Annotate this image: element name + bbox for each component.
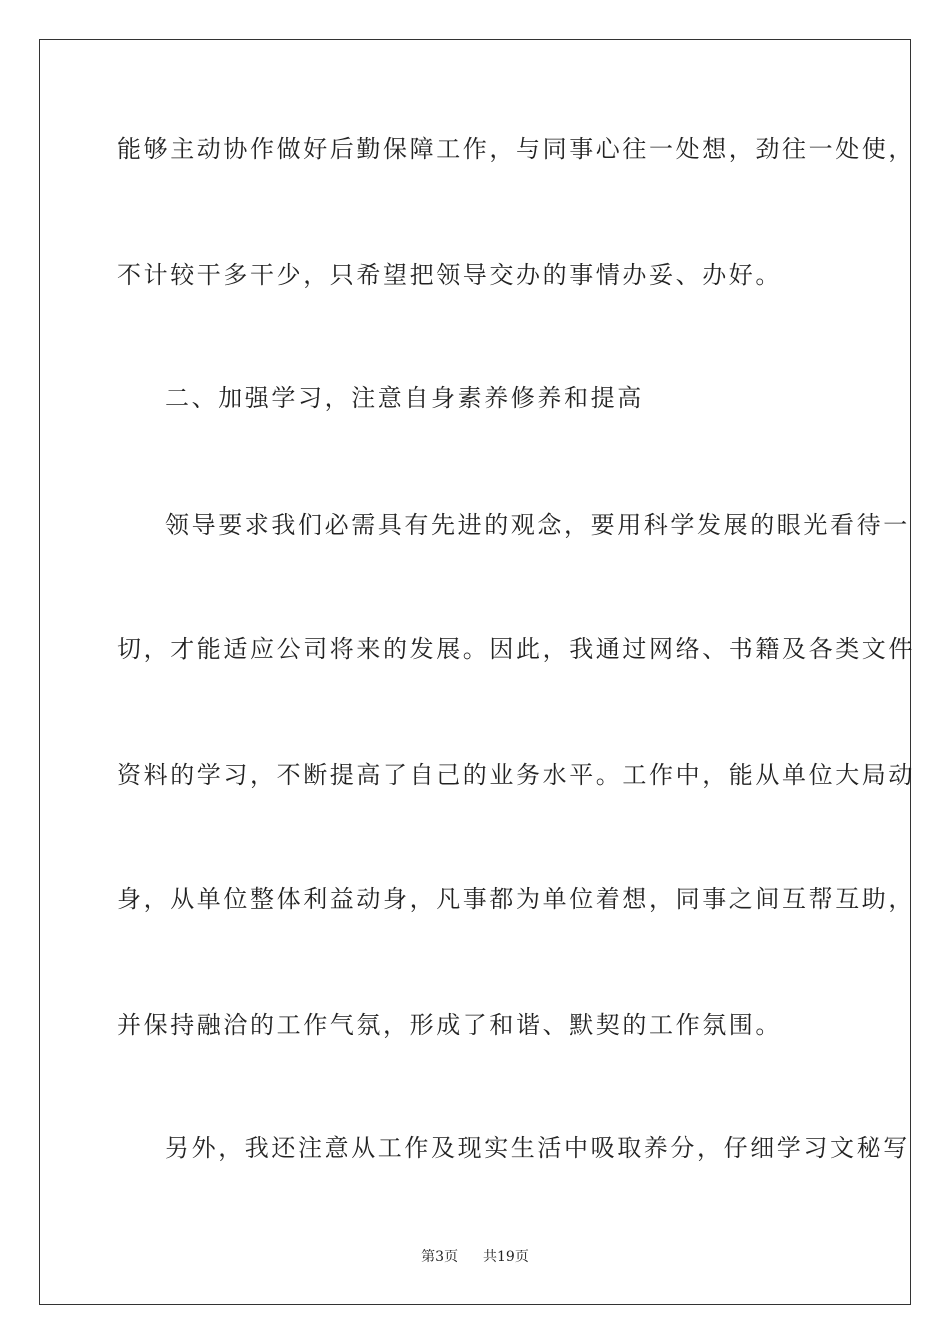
body-line-1: 能够主动协作做好后勤保障工作，与同事心往一处想，劲往一处使，: [117, 135, 915, 163]
section-heading: 二、加强学习，注意自身素养修养和提高: [165, 384, 644, 412]
page-footer: [0, 1246, 950, 1266]
page-number: 第3页: [421, 1249, 459, 1265]
body-line-4: 领导要求我们必需具有先进的观念，要用科学发展的眼光看待一: [165, 511, 910, 539]
body-line-9: 另外，我还注意从工作及现实生活中吸取养分，仔细学习文秘写: [165, 1134, 910, 1162]
body-line-2: 不计较干多干少，只希望把领导交办的事情办妥、办好。: [117, 261, 782, 289]
body-line-5: 切，才能适应公司将来的发展。因此，我通过网络、书籍及各类文件: [117, 635, 915, 663]
body-line-7: 身，从单位整体利益动身，凡事都为单位着想，同事之间互帮互助，: [117, 885, 915, 913]
body-line-8: 并保持融洽的工作气氛，形成了和谐、默契的工作氛围。: [117, 1011, 782, 1039]
page-total: 共19页: [483, 1249, 529, 1265]
body-line-6: 资料的学习，不断提高了自己的业务水平。工作中，能从单位大局动: [117, 761, 915, 789]
page-frame: [39, 39, 911, 1305]
